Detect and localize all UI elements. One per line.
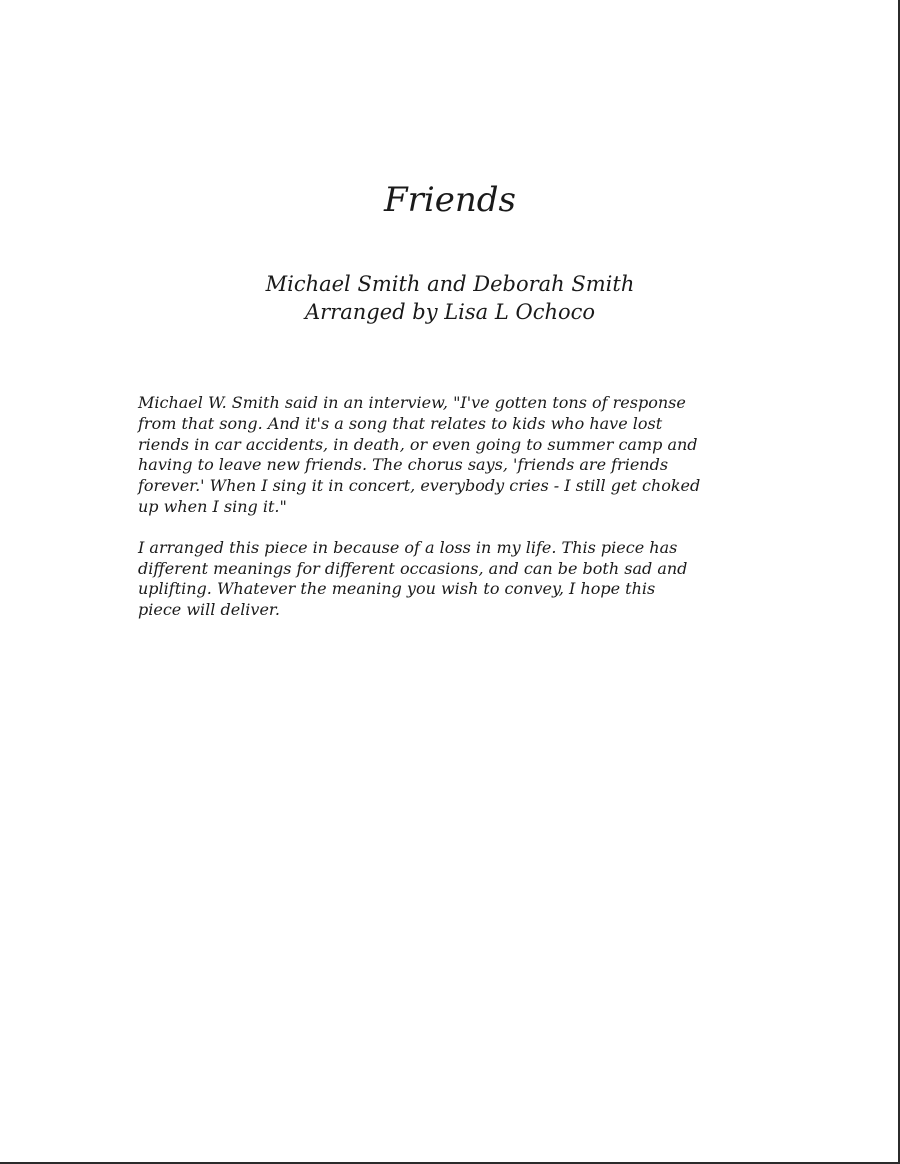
text-line: from that song. And it's a song that relates to kids who have lost bbox=[138, 413, 663, 433]
composers-line: Michael Smith and Deborah Smith bbox=[265, 272, 635, 296]
text-line: different meanings for different occasions, and can be both sad and bbox=[138, 558, 688, 578]
text-line: uplifting. Whatever the meaning you wish to convey, I hope this bbox=[138, 579, 656, 599]
page-title: Friends bbox=[384, 180, 516, 220]
text-line: Michael W. Smith said in an interview, "I've gotten tons of response bbox=[138, 393, 686, 412]
program-notes bbox=[138, 393, 738, 641]
arranger-line: Arranged by Lisa L Ochoco bbox=[304, 300, 596, 324]
text-line: piece will deliver. bbox=[138, 600, 280, 620]
notes-paragraph-quote bbox=[138, 393, 738, 518]
text-line: up when I sing it." bbox=[138, 496, 287, 516]
credits-block bbox=[0, 270, 900, 326]
text-line: riends in car accidents, in death, or even going to summer camp and bbox=[138, 434, 698, 454]
text-line: having to leave new friends. The chorus says, 'friends are friends bbox=[138, 455, 669, 475]
text-line: forever.' When I sing it in concert, everybody cries - I still get choked bbox=[138, 476, 701, 496]
text-line: I arranged this piece in because of a loss in my life. This piece has bbox=[138, 537, 678, 557]
notes-paragraph-arranger bbox=[138, 538, 738, 621]
